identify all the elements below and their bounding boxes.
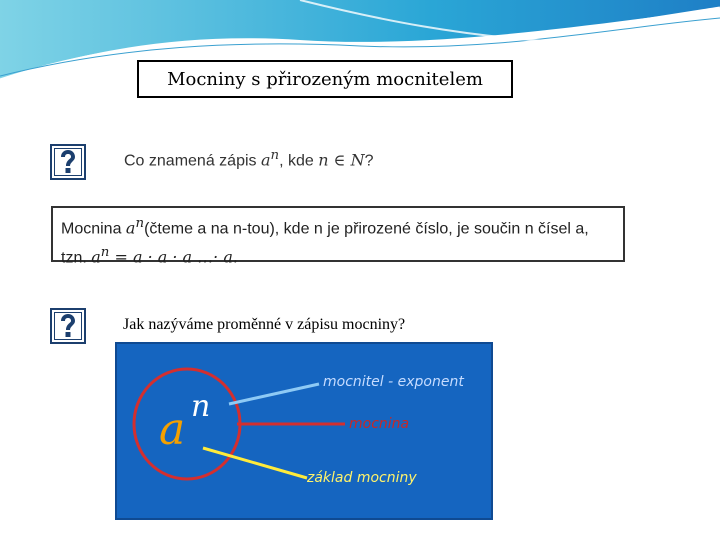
- base-pointer-line: [203, 448, 307, 478]
- label-base: základ mocniny: [307, 470, 417, 486]
- definition-box: [51, 206, 625, 267]
- question-mark-icon: [50, 144, 86, 180]
- question-1-text: Co znamená zápis $a^n$, kde n ∈ N?: [124, 148, 374, 170]
- diagram-base-symbol: a: [159, 404, 186, 455]
- diagram-exponent-symbol: n: [191, 389, 211, 424]
- definition-line-1: Mocnina $a^n(čteme$ a na n-tou), kde n je přirozené číslo, je součin n čísel a,: [61, 216, 589, 238]
- definition-line-2: tzn. $a^n = a \cdot a \cdot a$ …· a.: [61, 245, 238, 267]
- exponent-pointer-line: [229, 384, 319, 404]
- question-mark-icon: [50, 308, 86, 344]
- label-power: mocnina: [349, 416, 410, 432]
- highlight-circle: [134, 369, 240, 479]
- label-exponent: mocnitel - exponent: [323, 374, 464, 390]
- question-2-text: Jak nazýváme proměnné v zápisu mocniny?: [123, 316, 406, 333]
- slide-title: Mocniny s přirozeným mocnitelem: [137, 60, 513, 98]
- power-diagram: [115, 342, 493, 520]
